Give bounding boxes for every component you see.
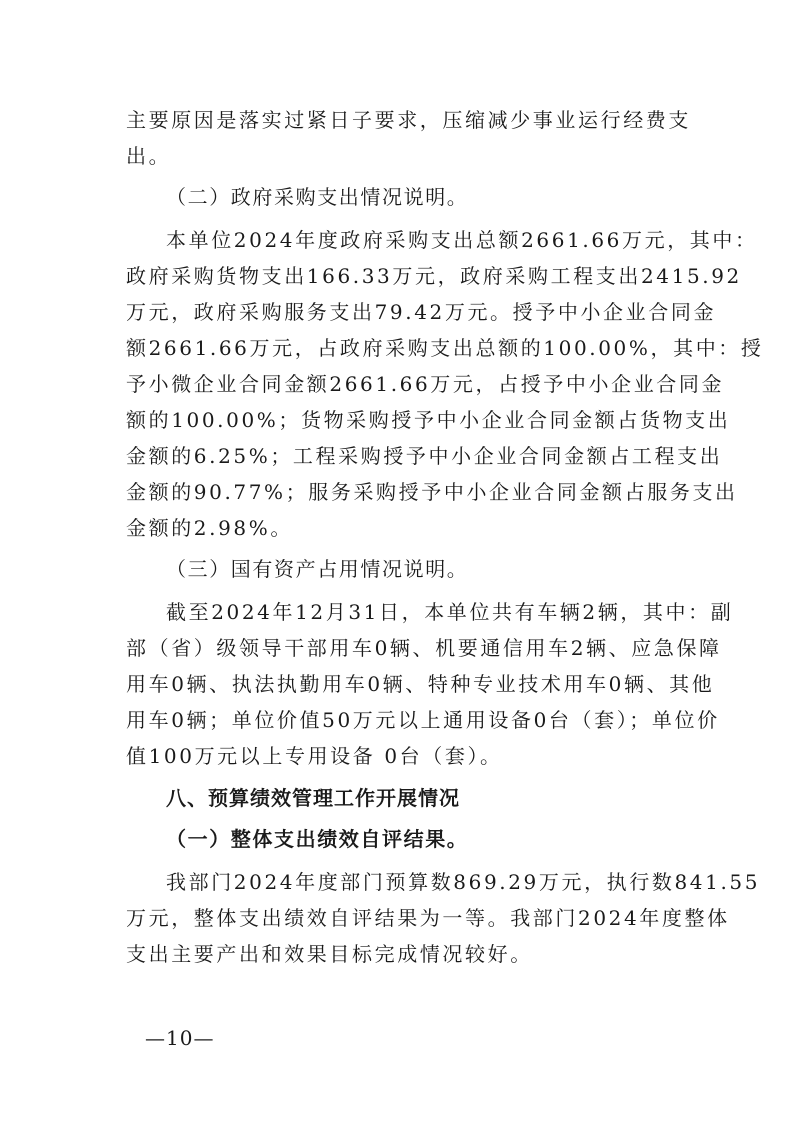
body-text-line: 额2661.66万元，占政府采购支出总额的100.00%，其中：授 — [126, 336, 764, 360]
body-text-line: 截至2024年12月31日，本单位共有车辆2辆，其中：副 — [166, 600, 734, 624]
body-text-line: 金额的90.77%；服务采购授予中小企业合同金额占服务支出 — [126, 480, 738, 504]
body-text-line: 用车0辆；单位价值50万元以上通用设备0台（套）；单位价 — [126, 708, 720, 732]
body-text-line: 我部门2024年度部门预算数869.29万元，执行数841.55 — [166, 870, 761, 894]
body-text-line: 万元，整体支出绩效自评结果为一等。我部门2024年度整体 — [126, 906, 730, 930]
body-text-line: 部（省）级领导干部用车0辆、机要通信用车2辆、应急保障 — [126, 636, 722, 660]
body-text-line: 支出主要产出和效果目标完成情况较好。 — [126, 942, 533, 966]
body-text-line: 值100万元以上专用设备 0台（套）。 — [126, 744, 503, 768]
body-text-line: 出。 — [126, 144, 172, 168]
body-text-line: 本单位2024年度政府采购支出总额2661.66万元，其中： — [166, 228, 758, 252]
subsection-heading-self-evaluation: （一）整体支出绩效自评结果。 — [166, 827, 469, 851]
body-text-line: 政府采购货物支出166.33万元，政府采购工程支出2415.92 — [126, 264, 742, 288]
body-text-line: 金额的2.98%。 — [126, 516, 293, 540]
body-text-line: 金额的6.25%；工程采购授予中小企业合同金额占工程支出 — [126, 444, 723, 468]
body-text-line: 用车0辆、执法执勤用车0辆、特种专业技术用车0辆、其他 — [126, 672, 715, 696]
body-text-line: 主要原因是落实过紧日子要求，压缩减少事业运行经费支 — [126, 108, 691, 132]
page-number: —10— — [145, 1026, 215, 1050]
body-text-line: 额的100.00%；货物采购授予中小企业合同金额占货物支出 — [126, 408, 731, 432]
body-text-line: 万元，政府采购服务支出79.42万元。授予中小企业合同金 — [126, 300, 717, 324]
body-text-line: 予小微企业合同金额2661.66万元，占授予中小企业合同金 — [126, 372, 725, 396]
section-heading-performance: 八、预算绩效管理工作开展情况 — [166, 786, 460, 810]
section-heading-procurement: （二）政府采购支出情况说明。 — [166, 185, 469, 209]
section-heading-assets: （三）国有资产占用情况说明。 — [166, 557, 469, 581]
